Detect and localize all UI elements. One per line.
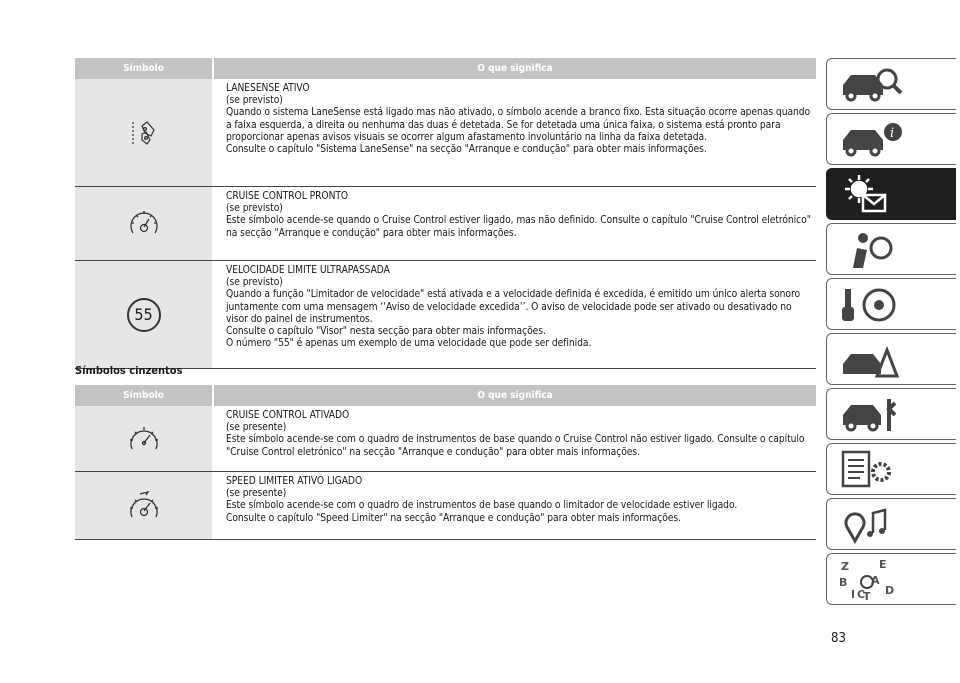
availability: (se previsto) bbox=[226, 277, 283, 289]
header-symbol: Símbolo bbox=[75, 385, 212, 406]
table-row bbox=[75, 79, 816, 187]
tab-index[interactable] bbox=[826, 553, 956, 605]
symbol-cell bbox=[75, 406, 212, 471]
reference: Consulte o capítulo "Visor" nesta secção para obter mais informações. bbox=[226, 326, 546, 338]
meaning-cell bbox=[212, 472, 816, 539]
table-header bbox=[75, 385, 816, 406]
car-info-icon bbox=[837, 118, 917, 162]
symbol-cell bbox=[75, 187, 212, 260]
speed-limiter-active-icon bbox=[126, 489, 162, 523]
cruise-control-ready-icon bbox=[127, 207, 161, 241]
symbol-cell bbox=[75, 472, 212, 539]
chapter-tabs bbox=[826, 58, 956, 608]
table-row bbox=[75, 406, 816, 472]
table-row bbox=[75, 261, 816, 369]
symbol-title: VELOCIDADE LIMITE ULTRAPASSADA bbox=[226, 265, 390, 276]
header-meaning: O que significa bbox=[214, 385, 816, 406]
symbol-cell bbox=[75, 79, 212, 186]
airbag-seat-icon bbox=[837, 228, 917, 272]
car-wrench-icon bbox=[837, 393, 917, 437]
page-number: 83 bbox=[831, 631, 846, 646]
meaning-cell bbox=[212, 406, 816, 471]
multimedia-icon bbox=[837, 503, 917, 547]
table-row bbox=[75, 472, 816, 540]
availability: (se presente) bbox=[226, 422, 287, 434]
note: O número "55" é apenas um exemplo de uma velocidade que pode ser definida. bbox=[226, 338, 592, 350]
tab-safety[interactable] bbox=[826, 223, 956, 275]
warning-light-message-icon bbox=[837, 173, 917, 217]
header-symbol: Símbolo bbox=[75, 58, 212, 79]
availability: (se previsto) bbox=[226, 203, 283, 215]
index-letter: I bbox=[851, 588, 856, 601]
index-letter: A bbox=[871, 574, 880, 587]
lanesense-icon bbox=[129, 118, 159, 148]
availability: (se presente) bbox=[226, 488, 287, 500]
tab-servicing[interactable] bbox=[826, 388, 956, 440]
tab-starting-driving[interactable] bbox=[826, 278, 956, 330]
symbol-title: CRUISE CONTROL ATIVADO bbox=[226, 410, 350, 421]
symbol-title: LANESENSE ATIVO bbox=[226, 83, 310, 94]
header-meaning: O que significa bbox=[214, 58, 816, 79]
specifications-gear-icon bbox=[837, 448, 917, 492]
description: Quando o sistema LaneSense está ligado mas não ativado, o símbolo acende a branco fixo. Esta situação ocorre apenas quando a faixa esquerda, a direita ou nenhuma das duas é detetada. Se for detetada uma única faixa, o sistema está pronto para proporcionar apenas avisos visuais se ocorrer algum afastamento involuntário na linha da faixa detetada. bbox=[226, 107, 811, 143]
symbol-title: CRUISE CONTROL PRONTO bbox=[226, 191, 349, 202]
warning-symbols-table bbox=[75, 58, 816, 369]
speed-value: 55 bbox=[134, 305, 153, 324]
cruise-control-active-icon bbox=[126, 424, 162, 454]
svg-text:i: i bbox=[890, 126, 895, 141]
meaning-cell bbox=[212, 187, 816, 260]
index-letter: D bbox=[885, 584, 895, 597]
index-letter: T bbox=[863, 590, 871, 602]
symbol-cell bbox=[75, 261, 212, 368]
table-row bbox=[75, 187, 816, 261]
car-warning-triangle-icon bbox=[837, 338, 917, 382]
car-search-icon bbox=[837, 63, 917, 107]
index-letter: Z bbox=[841, 560, 849, 573]
availability: (se previsto) bbox=[226, 95, 283, 107]
grey-symbols-table bbox=[75, 385, 816, 540]
speed-limit-exceeded-icon bbox=[127, 298, 161, 332]
description: Quando a função "Limitador de velocidade" está ativada e a velocidade definida é excedida, é emitido um único alerta sonoro juntamente com uma mensagem ‘‘Aviso de velocidade excedida’’. O aviso de velocidade pode ser ativado ou desativado no visor do painel de instrumentos. bbox=[226, 289, 801, 325]
reference: Consulte o capítulo "Speed Limiter" na secção "Arranque e condução" para obter mais informações. bbox=[226, 512, 681, 524]
index-letter: B bbox=[839, 576, 848, 589]
meaning-cell bbox=[212, 79, 816, 186]
description: Este símbolo acende-se com o quadro de instrumentos de base quando o limitador de velocidade estiver ligado. bbox=[226, 500, 738, 512]
tab-car-info[interactable] bbox=[826, 113, 956, 165]
table-header bbox=[75, 58, 816, 79]
key-steering-wheel-icon bbox=[837, 283, 917, 327]
description: Este símbolo acende-se com o quadro de instrumentos de base quando o Cruise Control não estiver ligado. Consulte o capítulo "Cruise Control eletrónico" na secção "Arranque e condução" para obter mais informações. bbox=[226, 434, 805, 458]
index-letter: C bbox=[857, 588, 866, 601]
symbol-title: SPEED LIMITER ATIVO LIGADO bbox=[226, 476, 363, 487]
tab-emergency[interactable] bbox=[826, 333, 956, 385]
index-letter: E bbox=[879, 558, 887, 571]
alphabetical-index-icon bbox=[837, 558, 917, 602]
meaning-cell bbox=[212, 261, 816, 368]
reference: Consulte o capítulo "Sistema LaneSense" na secção "Arranque e condução" para obter mais informações. bbox=[226, 144, 707, 156]
tab-multimedia[interactable] bbox=[826, 498, 956, 550]
tab-car-overview[interactable] bbox=[826, 58, 956, 110]
tab-warning-lights[interactable] bbox=[826, 168, 956, 220]
tab-technical-specifications[interactable] bbox=[826, 443, 956, 495]
description: Este símbolo acende-se quando o Cruise Control estiver ligado, mas não definido. Consulte o capítulo "Cruise Control eletrónico" na secção "Arranque e condução" para obter mais informações. bbox=[226, 215, 811, 239]
section-title: Símbolos cinzentos bbox=[75, 364, 183, 377]
